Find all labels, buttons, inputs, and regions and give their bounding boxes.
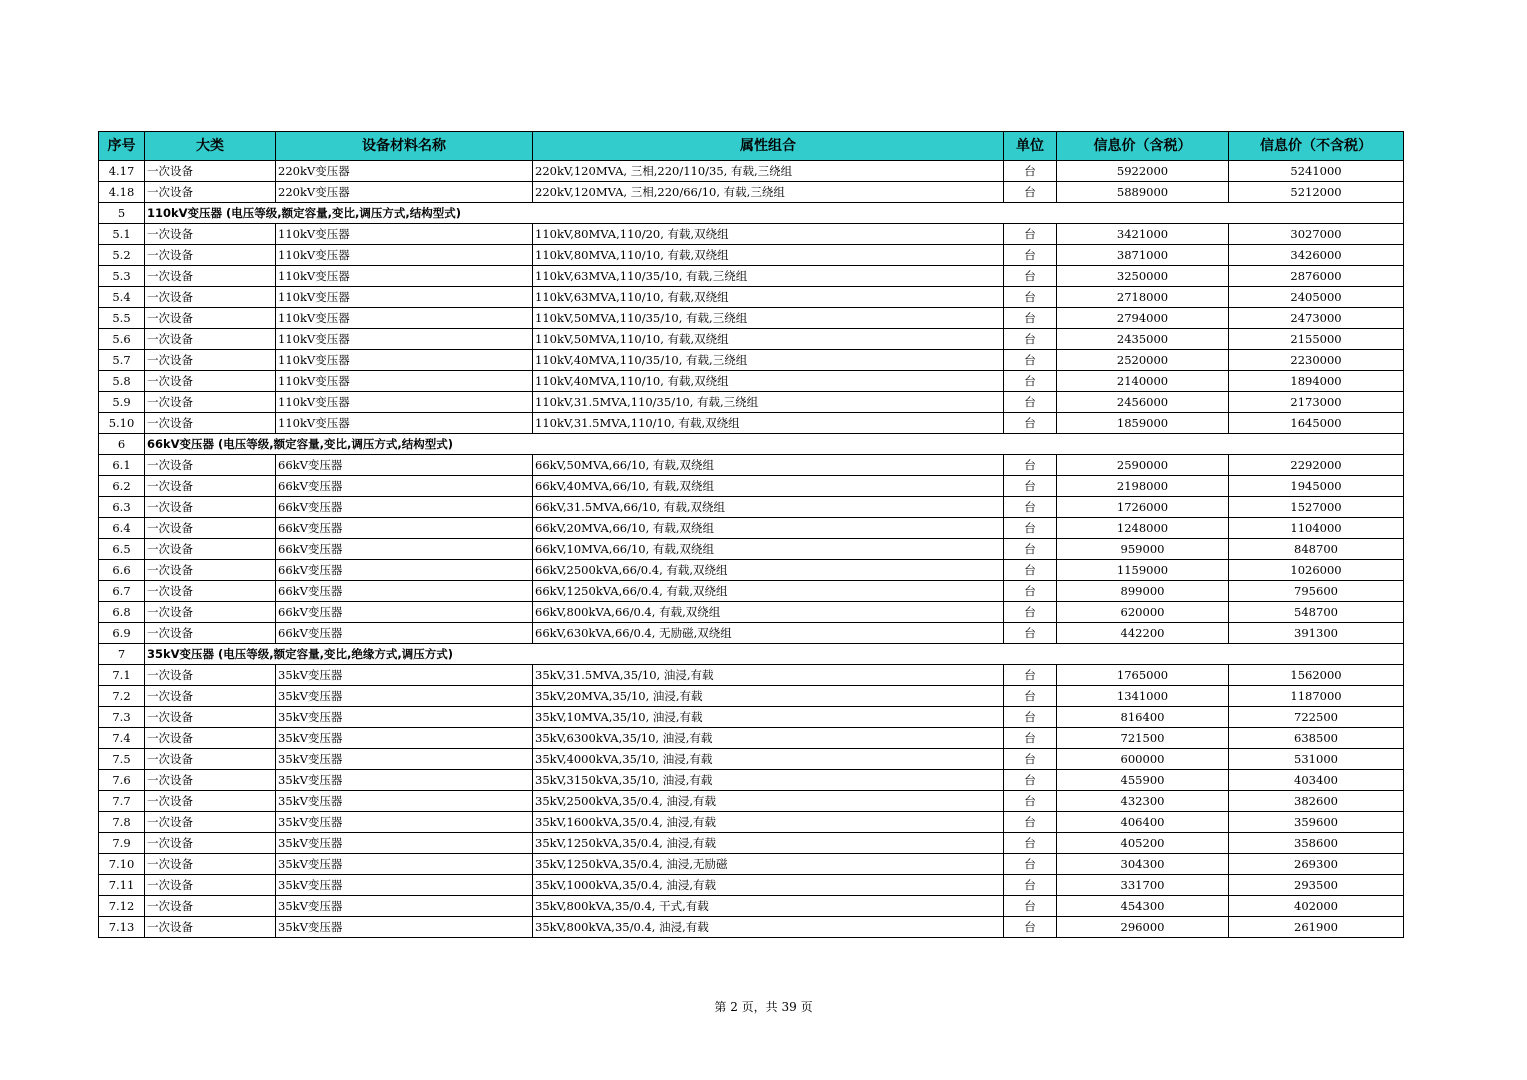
cell-material-name: 35kV变压器 — [276, 770, 533, 791]
cell-attributes: 110kV,50MVA,110/35/10, 有载,三绕组 — [533, 308, 1004, 329]
cell-no: 5.10 — [99, 413, 145, 434]
cell-category: 一次设备 — [145, 224, 276, 245]
cell-category: 一次设备 — [145, 392, 276, 413]
cell-category: 一次设备 — [145, 560, 276, 581]
cell-price-with-tax: 432300 — [1057, 791, 1229, 812]
cell-material-name: 110kV变压器 — [276, 413, 533, 434]
cell-unit: 台 — [1004, 623, 1057, 644]
cell-no: 6.8 — [99, 602, 145, 623]
cell-material-name: 110kV变压器 — [276, 266, 533, 287]
cell-attributes: 35kV,20MVA,35/10, 油浸,有载 — [533, 686, 1004, 707]
cell-no: 7.13 — [99, 917, 145, 938]
cell-no: 6.6 — [99, 560, 145, 581]
cell-category: 一次设备 — [145, 917, 276, 938]
cell-category: 一次设备 — [145, 602, 276, 623]
section-title: 66kV变压器 (电压等级,额定容量,变比,调压方式,结构型式) — [145, 434, 1404, 455]
cell-price-without-tax: 382600 — [1229, 791, 1404, 812]
cell-material-name: 35kV变压器 — [276, 686, 533, 707]
cell-material-name: 66kV变压器 — [276, 539, 533, 560]
cell-category: 一次设备 — [145, 854, 276, 875]
cell-price-without-tax: 2155000 — [1229, 329, 1404, 350]
table-row — [99, 581, 1404, 602]
cell-category: 一次设备 — [145, 329, 276, 350]
cell-no: 5.3 — [99, 266, 145, 287]
cell-price-without-tax: 5212000 — [1229, 182, 1404, 203]
cell-no: 7.10 — [99, 854, 145, 875]
cell-unit: 台 — [1004, 854, 1057, 875]
cell-price-without-tax: 638500 — [1229, 728, 1404, 749]
cell-price-with-tax: 600000 — [1057, 749, 1229, 770]
cell-unit: 台 — [1004, 455, 1057, 476]
cell-price-without-tax: 2473000 — [1229, 308, 1404, 329]
section-row — [99, 644, 1404, 665]
cell-category: 一次设备 — [145, 245, 276, 266]
cell-price-without-tax: 1104000 — [1229, 518, 1404, 539]
cell-attributes: 66kV,50MVA,66/10, 有载,双绕组 — [533, 455, 1004, 476]
table-row — [99, 854, 1404, 875]
cell-attributes: 66kV,1250kVA,66/0.4, 有载,双绕组 — [533, 581, 1004, 602]
cell-attributes: 220kV,120MVA, 三相,220/66/10, 有载,三绕组 — [533, 182, 1004, 203]
cell-unit: 台 — [1004, 350, 1057, 371]
table-row — [99, 224, 1404, 245]
cell-category: 一次设备 — [145, 308, 276, 329]
cell-no: 5.1 — [99, 224, 145, 245]
cell-attributes: 110kV,50MVA,110/10, 有载,双绕组 — [533, 329, 1004, 350]
cell-price-with-tax: 620000 — [1057, 602, 1229, 623]
cell-no: 7.8 — [99, 812, 145, 833]
cell-unit: 台 — [1004, 497, 1057, 518]
table-row — [99, 686, 1404, 707]
table-row — [99, 161, 1404, 182]
header-row — [99, 132, 1404, 161]
cell-no: 7.4 — [99, 728, 145, 749]
cell-category: 一次设备 — [145, 518, 276, 539]
cell-unit: 台 — [1004, 812, 1057, 833]
cell-price-without-tax: 1645000 — [1229, 413, 1404, 434]
table-row — [99, 602, 1404, 623]
table-row — [99, 791, 1404, 812]
table-row — [99, 182, 1404, 203]
cell-unit: 台 — [1004, 245, 1057, 266]
table-row — [99, 476, 1404, 497]
cell-attributes: 110kV,31.5MVA,110/10, 有载,双绕组 — [533, 413, 1004, 434]
cell-price-with-tax: 296000 — [1057, 917, 1229, 938]
cell-category: 一次设备 — [145, 581, 276, 602]
cell-unit: 台 — [1004, 476, 1057, 497]
cell-material-name: 66kV变压器 — [276, 602, 533, 623]
cell-category: 一次设备 — [145, 539, 276, 560]
cell-material-name: 220kV变压器 — [276, 161, 533, 182]
cell-price-with-tax: 1765000 — [1057, 665, 1229, 686]
cell-material-name: 110kV变压器 — [276, 392, 533, 413]
cell-price-with-tax: 3871000 — [1057, 245, 1229, 266]
cell-attributes: 35kV,1250kVA,35/0.4, 油浸,有载 — [533, 833, 1004, 854]
header-attributes: 属性组合 — [533, 132, 1004, 161]
cell-attributes: 35kV,1600kVA,35/0.4, 油浸,有载 — [533, 812, 1004, 833]
cell-material-name: 35kV变压器 — [276, 875, 533, 896]
cell-price-without-tax: 2876000 — [1229, 266, 1404, 287]
cell-unit: 台 — [1004, 182, 1057, 203]
cell-material-name: 35kV变压器 — [276, 833, 533, 854]
cell-price-with-tax: 1248000 — [1057, 518, 1229, 539]
cell-no: 6.5 — [99, 539, 145, 560]
table-row — [99, 770, 1404, 791]
cell-price-without-tax: 1187000 — [1229, 686, 1404, 707]
header-unit: 单位 — [1004, 132, 1057, 161]
cell-price-without-tax: 2230000 — [1229, 350, 1404, 371]
cell-unit: 台 — [1004, 329, 1057, 350]
table-row — [99, 728, 1404, 749]
cell-price-without-tax: 795600 — [1229, 581, 1404, 602]
cell-unit: 台 — [1004, 413, 1057, 434]
cell-no: 7.7 — [99, 791, 145, 812]
cell-category: 一次设备 — [145, 875, 276, 896]
cell-unit: 台 — [1004, 875, 1057, 896]
cell-attributes: 35kV,6300kVA,35/10, 油浸,有载 — [533, 728, 1004, 749]
header-category: 大类 — [145, 132, 276, 161]
cell-no: 7.9 — [99, 833, 145, 854]
cell-price-with-tax: 1159000 — [1057, 560, 1229, 581]
cell-material-name: 35kV变压器 — [276, 728, 533, 749]
cell-category: 一次设备 — [145, 266, 276, 287]
cell-price-without-tax: 261900 — [1229, 917, 1404, 938]
cell-attributes: 35kV,4000kVA,35/10, 油浸,有载 — [533, 749, 1004, 770]
cell-price-with-tax: 2520000 — [1057, 350, 1229, 371]
cell-no: 5.8 — [99, 371, 145, 392]
cell-price-without-tax: 3027000 — [1229, 224, 1404, 245]
cell-material-name: 66kV变压器 — [276, 497, 533, 518]
cell-category: 一次设备 — [145, 182, 276, 203]
cell-category: 一次设备 — [145, 455, 276, 476]
cell-no: 6.9 — [99, 623, 145, 644]
cell-price-with-tax: 405200 — [1057, 833, 1229, 854]
cell-price-without-tax: 402000 — [1229, 896, 1404, 917]
cell-price-without-tax: 1945000 — [1229, 476, 1404, 497]
cell-price-with-tax: 2435000 — [1057, 329, 1229, 350]
cell-price-without-tax: 403400 — [1229, 770, 1404, 791]
cell-attributes: 220kV,120MVA, 三相,220/110/35, 有载,三绕组 — [533, 161, 1004, 182]
cell-material-name: 35kV变压器 — [276, 812, 533, 833]
table-row — [99, 812, 1404, 833]
cell-attributes: 66kV,20MVA,66/10, 有载,双绕组 — [533, 518, 1004, 539]
cell-attributes: 35kV,800kVA,35/0.4, 油浸,有载 — [533, 917, 1004, 938]
cell-price-with-tax: 1726000 — [1057, 497, 1229, 518]
cell-category: 一次设备 — [145, 812, 276, 833]
cell-price-with-tax: 331700 — [1057, 875, 1229, 896]
cell-price-with-tax: 816400 — [1057, 707, 1229, 728]
page-footer: 第 2 页，共 39 页 — [714, 1000, 813, 1014]
cell-price-with-tax: 2794000 — [1057, 308, 1229, 329]
cell-category: 一次设备 — [145, 476, 276, 497]
table-row — [99, 245, 1404, 266]
cell-price-with-tax: 455900 — [1057, 770, 1229, 791]
cell-unit: 台 — [1004, 266, 1057, 287]
table-row — [99, 455, 1404, 476]
cell-no: 7.1 — [99, 665, 145, 686]
cell-unit: 台 — [1004, 224, 1057, 245]
table-row — [99, 833, 1404, 854]
cell-material-name: 35kV变压器 — [276, 854, 533, 875]
cell-category: 一次设备 — [145, 350, 276, 371]
cell-no: 5.6 — [99, 329, 145, 350]
cell-attributes: 66kV,10MVA,66/10, 有载,双绕组 — [533, 539, 1004, 560]
cell-unit: 台 — [1004, 539, 1057, 560]
cell-unit: 台 — [1004, 392, 1057, 413]
cell-price-with-tax: 1859000 — [1057, 413, 1229, 434]
table-row — [99, 875, 1404, 896]
header-price-with-tax: 信息价（含税） — [1057, 132, 1229, 161]
table-row — [99, 665, 1404, 686]
cell-attributes: 35kV,10MVA,35/10, 油浸,有载 — [533, 707, 1004, 728]
cell-price-without-tax: 722500 — [1229, 707, 1404, 728]
cell-price-without-tax: 848700 — [1229, 539, 1404, 560]
cell-material-name: 110kV变压器 — [276, 371, 533, 392]
section-number: 7 — [99, 644, 145, 665]
header-material-name: 设备材料名称 — [276, 132, 533, 161]
table-row — [99, 896, 1404, 917]
cell-category: 一次设备 — [145, 665, 276, 686]
cell-unit: 台 — [1004, 791, 1057, 812]
table-body — [99, 161, 1404, 938]
cell-price-with-tax: 959000 — [1057, 539, 1229, 560]
table-row — [99, 392, 1404, 413]
table-row — [99, 371, 1404, 392]
cell-price-with-tax: 5922000 — [1057, 161, 1229, 182]
table-row — [99, 539, 1404, 560]
cell-attributes: 66kV,630kVA,66/0.4, 无励磁,双绕组 — [533, 623, 1004, 644]
cell-price-with-tax: 3421000 — [1057, 224, 1229, 245]
cell-material-name: 110kV变压器 — [276, 245, 533, 266]
cell-price-with-tax: 2590000 — [1057, 455, 1229, 476]
cell-category: 一次设备 — [145, 287, 276, 308]
cell-attributes: 35kV,1000kVA,35/0.4, 油浸,有载 — [533, 875, 1004, 896]
section-number: 5 — [99, 203, 145, 224]
cell-material-name: 35kV变压器 — [276, 896, 533, 917]
cell-category: 一次设备 — [145, 707, 276, 728]
cell-category: 一次设备 — [145, 623, 276, 644]
cell-attributes: 35kV,1250kVA,35/0.4, 油浸,无励磁 — [533, 854, 1004, 875]
cell-no: 7.11 — [99, 875, 145, 896]
cell-price-without-tax: 1894000 — [1229, 371, 1404, 392]
cell-material-name: 66kV变压器 — [276, 455, 533, 476]
table-row — [99, 623, 1404, 644]
table-row — [99, 497, 1404, 518]
cell-category: 一次设备 — [145, 686, 276, 707]
cell-no: 5.9 — [99, 392, 145, 413]
cell-unit: 台 — [1004, 560, 1057, 581]
cell-price-with-tax: 899000 — [1057, 581, 1229, 602]
table-row — [99, 707, 1404, 728]
cell-price-without-tax: 531000 — [1229, 749, 1404, 770]
cell-attributes: 110kV,31.5MVA,110/35/10, 有载,三绕组 — [533, 392, 1004, 413]
cell-attributes: 66kV,2500kVA,66/0.4, 有载,双绕组 — [533, 560, 1004, 581]
cell-price-without-tax: 358600 — [1229, 833, 1404, 854]
cell-no: 5.4 — [99, 287, 145, 308]
cell-price-without-tax: 293500 — [1229, 875, 1404, 896]
cell-price-with-tax: 5889000 — [1057, 182, 1229, 203]
cell-price-with-tax: 2140000 — [1057, 371, 1229, 392]
section-row — [99, 434, 1404, 455]
cell-unit: 台 — [1004, 917, 1057, 938]
table-row — [99, 287, 1404, 308]
cell-price-without-tax: 1026000 — [1229, 560, 1404, 581]
cell-material-name: 110kV变压器 — [276, 287, 533, 308]
cell-unit: 台 — [1004, 686, 1057, 707]
cell-category: 一次设备 — [145, 497, 276, 518]
cell-no: 7.3 — [99, 707, 145, 728]
cell-material-name: 35kV变压器 — [276, 665, 533, 686]
cell-price-with-tax: 3250000 — [1057, 266, 1229, 287]
cell-material-name: 110kV变压器 — [276, 224, 533, 245]
cell-attributes: 110kV,40MVA,110/10, 有载,双绕组 — [533, 371, 1004, 392]
cell-price-with-tax: 442200 — [1057, 623, 1229, 644]
cell-no: 7.12 — [99, 896, 145, 917]
cell-material-name: 66kV变压器 — [276, 518, 533, 539]
cell-material-name: 66kV变压器 — [276, 581, 533, 602]
cell-material-name: 35kV变压器 — [276, 707, 533, 728]
cell-price-with-tax: 454300 — [1057, 896, 1229, 917]
cell-category: 一次设备 — [145, 791, 276, 812]
cell-no: 5.2 — [99, 245, 145, 266]
cell-attributes: 110kV,63MVA,110/35/10, 有载,三绕组 — [533, 266, 1004, 287]
table-row — [99, 518, 1404, 539]
cell-material-name: 66kV变压器 — [276, 623, 533, 644]
cell-unit: 台 — [1004, 518, 1057, 539]
table-row — [99, 917, 1404, 938]
cell-unit: 台 — [1004, 602, 1057, 623]
section-number: 6 — [99, 434, 145, 455]
cell-price-with-tax: 406400 — [1057, 812, 1229, 833]
cell-price-with-tax: 304300 — [1057, 854, 1229, 875]
cell-no: 6.7 — [99, 581, 145, 602]
cell-no: 6.4 — [99, 518, 145, 539]
cell-attributes: 110kV,80MVA,110/20, 有载,双绕组 — [533, 224, 1004, 245]
table-row — [99, 308, 1404, 329]
cell-price-without-tax: 2405000 — [1229, 287, 1404, 308]
cell-attributes: 66kV,800kVA,66/0.4, 有载,双绕组 — [533, 602, 1004, 623]
table-row — [99, 749, 1404, 770]
cell-unit: 台 — [1004, 833, 1057, 854]
cell-no: 6.1 — [99, 455, 145, 476]
cell-price-without-tax: 548700 — [1229, 602, 1404, 623]
cell-category: 一次设备 — [145, 371, 276, 392]
cell-unit: 台 — [1004, 287, 1057, 308]
cell-no: 7.6 — [99, 770, 145, 791]
cell-attributes: 110kV,63MVA,110/10, 有载,双绕组 — [533, 287, 1004, 308]
cell-unit: 台 — [1004, 308, 1057, 329]
cell-no: 5.5 — [99, 308, 145, 329]
cell-no: 4.18 — [99, 182, 145, 203]
cell-price-with-tax: 2456000 — [1057, 392, 1229, 413]
cell-material-name: 35kV变压器 — [276, 791, 533, 812]
cell-price-with-tax: 1341000 — [1057, 686, 1229, 707]
cell-attributes: 35kV,2500kVA,35/0.4, 油浸,有载 — [533, 791, 1004, 812]
cell-unit: 台 — [1004, 371, 1057, 392]
cell-no: 7.5 — [99, 749, 145, 770]
cell-unit: 台 — [1004, 707, 1057, 728]
table-row — [99, 413, 1404, 434]
cell-price-without-tax: 1562000 — [1229, 665, 1404, 686]
cell-material-name: 110kV变压器 — [276, 350, 533, 371]
cell-attributes: 66kV,40MVA,66/10, 有载,双绕组 — [533, 476, 1004, 497]
cell-material-name: 110kV变压器 — [276, 329, 533, 350]
cell-attributes: 110kV,80MVA,110/10, 有载,双绕组 — [533, 245, 1004, 266]
cell-category: 一次设备 — [145, 749, 276, 770]
cell-price-without-tax: 5241000 — [1229, 161, 1404, 182]
cell-attributes: 66kV,31.5MVA,66/10, 有载,双绕组 — [533, 497, 1004, 518]
cell-category: 一次设备 — [145, 896, 276, 917]
cell-price-without-tax: 2292000 — [1229, 455, 1404, 476]
cell-unit: 台 — [1004, 749, 1057, 770]
cell-category: 一次设备 — [145, 770, 276, 791]
cell-no: 5.7 — [99, 350, 145, 371]
cell-unit: 台 — [1004, 770, 1057, 791]
section-row — [99, 203, 1404, 224]
cell-price-without-tax: 3426000 — [1229, 245, 1404, 266]
cell-no: 6.2 — [99, 476, 145, 497]
section-title: 35kV变压器 (电压等级,额定容量,变比,绝缘方式,调压方式) — [145, 644, 1404, 665]
table-row — [99, 560, 1404, 581]
cell-price-without-tax: 359600 — [1229, 812, 1404, 833]
cell-unit: 台 — [1004, 665, 1057, 686]
cell-unit: 台 — [1004, 161, 1057, 182]
cell-price-without-tax: 2173000 — [1229, 392, 1404, 413]
cell-attributes: 35kV,31.5MVA,35/10, 油浸,有载 — [533, 665, 1004, 686]
cell-price-without-tax: 391300 — [1229, 623, 1404, 644]
cell-category: 一次设备 — [145, 161, 276, 182]
cell-no: 6.3 — [99, 497, 145, 518]
cell-material-name: 220kV变压器 — [276, 182, 533, 203]
header-price-without-tax: 信息价（不含税） — [1229, 132, 1404, 161]
cell-attributes: 110kV,40MVA,110/35/10, 有载,三绕组 — [533, 350, 1004, 371]
table-row — [99, 329, 1404, 350]
price-table — [98, 131, 1404, 938]
cell-no: 4.17 — [99, 161, 145, 182]
cell-price-without-tax: 269300 — [1229, 854, 1404, 875]
cell-price-without-tax: 1527000 — [1229, 497, 1404, 518]
cell-material-name: 35kV变压器 — [276, 749, 533, 770]
section-title: 110kV变压器 (电压等级,额定容量,变比,调压方式,结构型式) — [145, 203, 1404, 224]
cell-no: 7.2 — [99, 686, 145, 707]
cell-unit: 台 — [1004, 581, 1057, 602]
cell-material-name: 66kV变压器 — [276, 560, 533, 581]
cell-category: 一次设备 — [145, 413, 276, 434]
table-row — [99, 350, 1404, 371]
cell-material-name: 66kV变压器 — [276, 476, 533, 497]
cell-material-name: 35kV变压器 — [276, 917, 533, 938]
cell-unit: 台 — [1004, 728, 1057, 749]
cell-category: 一次设备 — [145, 833, 276, 854]
cell-price-with-tax: 2198000 — [1057, 476, 1229, 497]
cell-attributes: 35kV,800kVA,35/0.4, 干式,有载 — [533, 896, 1004, 917]
cell-price-with-tax: 721500 — [1057, 728, 1229, 749]
header-no: 序号 — [99, 132, 145, 161]
cell-category: 一次设备 — [145, 728, 276, 749]
cell-material-name: 110kV变压器 — [276, 308, 533, 329]
cell-price-with-tax: 2718000 — [1057, 287, 1229, 308]
cell-attributes: 35kV,3150kVA,35/10, 油浸,有载 — [533, 770, 1004, 791]
table-row — [99, 266, 1404, 287]
cell-unit: 台 — [1004, 896, 1057, 917]
